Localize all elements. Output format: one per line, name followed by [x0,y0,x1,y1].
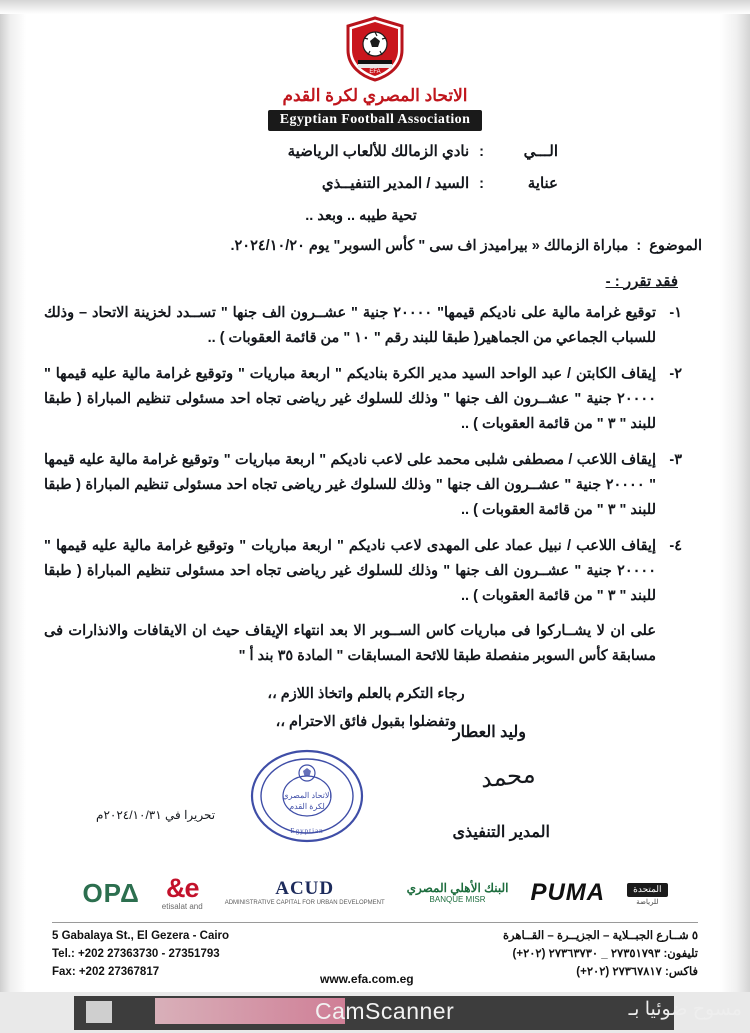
signature-block [0,722,750,862]
decision-list [44,301,708,608]
handwritten-signature: ﻣﺤﻤﺪ [479,761,537,794]
band-swatch [86,1001,112,1023]
list-item [44,301,708,351]
elmotaheda-sub: للرياضة [636,899,659,907]
footer-address-english [52,928,229,981]
decision-heading: فقد تقرر : - [605,272,678,290]
scan-artifact-band [0,992,750,1033]
elmotaheda-logo [627,872,667,914]
camscanner-watermark-arabic: مسوح ضوئيا بـ [628,999,742,1020]
footer-phone-line: Tel.: +202 27363730 - 27351793 [52,947,220,960]
oppo-logo: ΟΡΔ [82,877,140,908]
attention-value: السيد / المدير التنفيــذي [321,175,470,193]
nbe-mark-arabic: البنك الأهلي المصري [406,880,509,895]
item-text: إيقاف اللاعب / نبيل عماد على المهدى لاعب ناديكم " اربعة مباريات " وتوقيع غرامة مالية عليه قيمها " ٢٠٠٠٠ جنية " عشــرون الف جنها " وذلك للسلوك غير رياضى تجاه احد مسئولى تنظيم المباراة ( طبقا للبند " ٣ " من قائمة العقوبات ) .. [44,537,656,604]
item-number: ٣- [669,451,682,468]
org-name-arabic: الاتحاد المصري لكرة القدم [282,86,468,105]
svg-text:Egyptian: Egyptian [290,827,324,835]
attention-row [44,172,708,195]
subject-value: مباراة الزمالك « بيراميدز اف سى " كأس السوبر" يوم ٢٠٢٤/١٠/٢٠. [230,238,629,255]
item-text: إيقاف الكابتن / عبد الواحد السيد مدير الكرة بناديكم " اربعة مباريات " وتوقيع غرامة مالية عليه قيمها " ٢٠٠٠٠ جنية " عشــرون الف جنها " وذلك للسلوك غير رياضى تجاه احد مسئولى تنظيم المباراة ( طبقا للبند " ٣ " من قائمة العقوبات ) .. [44,366,656,432]
subject-colon: : [636,238,642,255]
recipient-row [44,140,708,163]
official-stamp [238,740,376,852]
footer-fax-line: Fax: +202 27367817 [52,965,160,978]
attention-colon: : [479,176,484,193]
item-number: ١- [669,305,682,322]
nbe-logo [407,872,509,914]
item-text: إيقاف اللاعب / مصطفى شلبى محمد على لاعب ناديكم " اربعة مباريات " وتوقيع غرامة مالية عليه قيمها " ٢٠٠٠٠ جنية " عشــرون الف جنها " وذلك للسلوك غير رياضى تجاه احد مسئولى تنظيم المباراة ( طبقا للبند " ٣ " من قائمة العقوبات ) .. [44,451,657,518]
sponsor-strip [0,866,750,920]
letterhead [0,16,750,131]
acud-mark: ACUD [275,878,335,900]
footer-divider [52,922,698,923]
recipient-colon: : [479,144,484,160]
acud-logo [225,872,385,914]
efa-crest-icon [344,16,406,82]
closing-note: على ان لا يشــاركوا فى مباريات كاس الســوبر الا بعد انتهاء الإيقاف حيث ان الايقافات والانذارات فى مسابقة كأس السوبر منفصلة طبقا للائحة المسابقات " المادة ٣٥ بند أ " [44,623,656,665]
item-text: توقيع غرامة مالية على ناديكم قيمها" ٢٠٠٠٠ جنية " عشــرون الف جنها " تســدد لخزينة الاتحاد – وذلك للسباب الجماعي من الجماهير( طبقا للبند رقم " ١٠ " من قائمة العقوبات ) .. [44,305,656,347]
greeting-line: تحية طيبه .. وبعد .. [305,207,417,224]
svg-text:لكرة القدم: لكرة القدم [289,802,325,811]
footer-phone-line-ar: تليفون: ٢٧٣٥١٧٩٣ _ ٢٧٣٦٣٧٣٠ (٢٠٢+) [512,947,698,960]
elmotaheda-mark: المتحدة [627,883,667,897]
acud-sub: ADMINISTRATIVE CAPITAL FOR URBAN DEVELOPMENT [224,900,385,907]
org-name-english: Egyptian Football Association [268,110,483,131]
date-line: تحريرا في ٢٠٢٤/١٠/٣١م [96,808,216,822]
footer [52,928,698,990]
footer-address-arabic [503,928,698,981]
camscanner-watermark: CamScanner [315,998,455,1024]
list-item [44,362,708,437]
scan-edge-top [0,0,750,14]
item-number: ٢- [669,366,682,382]
etisalat-logo [162,872,203,914]
list-item [44,448,708,523]
list-item [44,534,708,609]
attention-label: عناية [527,175,558,193]
svg-text:EFA: EFA [369,69,381,75]
footer-website[interactable]: www.efa.com.eg [320,972,414,986]
etisalat-mark: e& [165,873,199,903]
item-number: ٤- [669,537,682,554]
regards-line-1: رجاء التكرم بالعلم واتخاذ اللازم ،، [267,686,465,703]
etisalat-sub: etisalat and [161,902,203,911]
recipient-label: الـــي [523,143,558,160]
footer-address-line-1: 5 Gabalaya St., El Gezera - Cairo [52,930,230,942]
puma-logo: PUMA [530,879,606,906]
subject-label: الموضوع [649,238,702,255]
signer-name: وليد العطار [452,724,526,741]
svg-text:الاتحاد المصري: الاتحاد المصري [282,791,332,800]
signer-title: المدير التنفيذى [452,824,550,841]
subject-row [44,235,708,257]
regards-line-2: وتفضلوا بقبول فائق الاحترام ،، [275,713,457,730]
footer-address-line-1-ar: ٥ شــارع الجبــلاية – الجزيــرة – القــاهرة [503,930,698,942]
recipient-value: نادي الزمالك للألعاب الرياضية [287,143,470,160]
footer-fax-line-ar: فاكس: ٢٧٣٦٧٨١٧ (٢٠٢+) [576,965,698,978]
nbe-mark-english: BANQUE MISR [429,895,486,905]
letter-body [44,140,708,738]
